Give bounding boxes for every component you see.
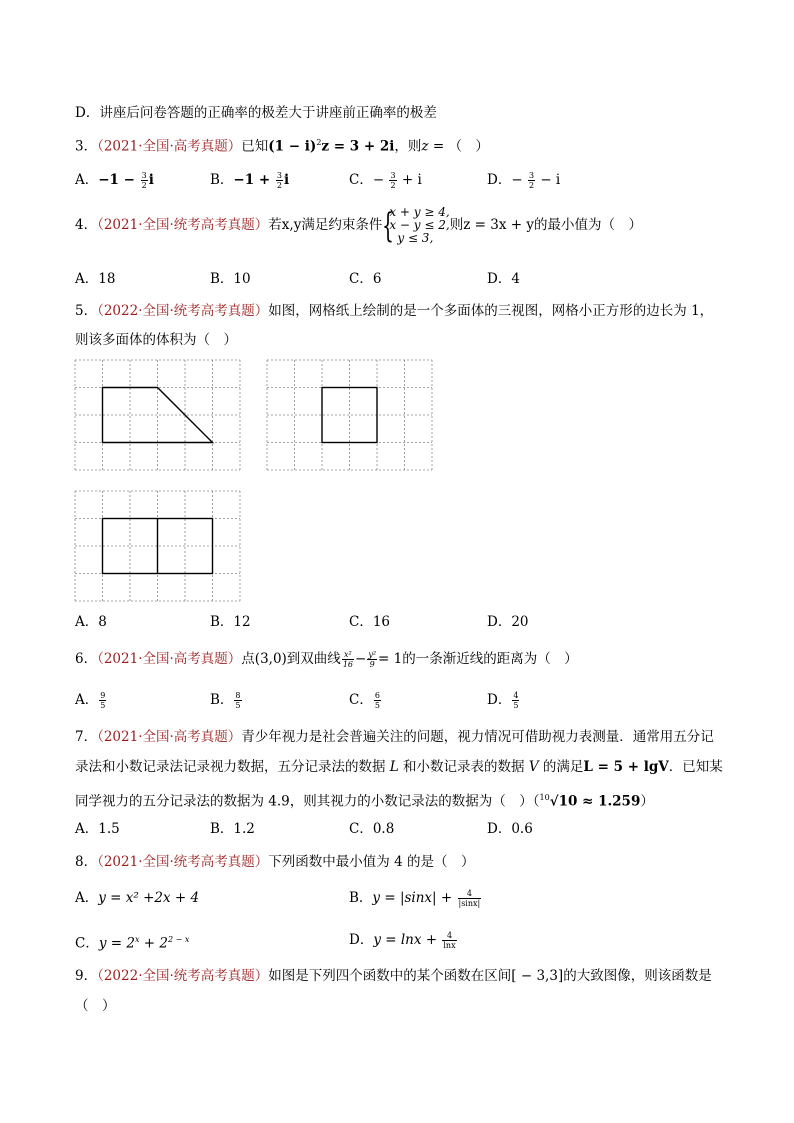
q7-stem-line3: 同学视力的五分记录法的数据为 4.9，则其视力的小数记录法的数据为（ ）（$^{10}$√10 ≈ 1.259） <box>75 793 654 810</box>
q3-stem: 3．（2021·全国·高考真题）已知$(1 - i)^2z = 3 + 2i$，则z = （ ） <box>75 138 489 155</box>
q6-option-d: D． $\frac{4}{5}$ <box>487 691 519 710</box>
q4-option-c: C．6 <box>349 271 382 287</box>
q2-option-d: D．讲座后问卷答题的正确率的极差大于讲座前正确率的极差 <box>75 105 437 121</box>
q8-option-a: A．y = x² +2x + 4 <box>75 890 200 906</box>
q3-source: （2021·全国·高考真题） <box>97 138 242 155</box>
q4-constraint-system: { x + y ≥ 4, x − y ≤ 2, y ≤ 3, <box>382 205 450 246</box>
q3-number: 3． <box>75 138 98 155</box>
q7-option-d: D．0.6 <box>487 821 533 837</box>
q5-source: （2022·全国·统考高考真题） <box>97 303 269 319</box>
q3-b-fraction: $\frac{3}{2}$ <box>276 171 282 190</box>
q3-a-fraction: $\frac{3}{2}$ <box>141 171 147 190</box>
front-view-grid <box>74 359 242 472</box>
q5-option-c: C．16 <box>349 614 391 630</box>
q9-stem-line2: （ ） <box>75 998 116 1014</box>
q8-option-c: C．$y = 2^x + 2^{2 - x}$ <box>75 935 190 952</box>
q5-number: 5． <box>75 303 98 319</box>
q8-option-d: D．y = lnx + $\frac{4}{\ln x}$ <box>349 931 456 950</box>
top-view-grid <box>74 490 242 603</box>
q3-option-b: B．−1 + $\frac{3}{2}$ i <box>210 171 290 190</box>
q4-number: 4． <box>75 217 98 233</box>
q6-fraction-y: $\frac{\text{y²}}{9}$ <box>368 650 377 669</box>
q6-option-a: A． $\frac{9}{5}$ <box>75 691 106 710</box>
q5-option-a: A．8 <box>75 614 107 630</box>
q6-source: （2021·全国·高考真题） <box>97 651 242 667</box>
q6-option-b: B． $\frac{8}{5}$ <box>210 691 241 710</box>
q7-option-a: A．1.5 <box>75 821 120 837</box>
q3-option-d: D．− $\frac{3}{2}$ − i <box>487 171 561 190</box>
q7-option-c: C．0.8 <box>349 821 395 837</box>
q9-source: （2022·全国·统考高考真题） <box>97 968 269 984</box>
q6-stem: 6．（2021·全国·高考真题）点(3,0)到双曲线 $\frac{\text{x²}}{16}$ − $\frac{\text{y²}}{9}$ = 1的一条渐近线的距离为（ ） <box>75 650 578 669</box>
q8-stem: 8．（2021·全国·统考高考真题）下列函数中最小值为 4 的是（ ） <box>75 854 475 870</box>
q7-stem: 7．（2021·全国·高考真题）青少年视力是社会普遍关注的问题，视力情况可借助视力表测量．通常用五分记 <box>75 729 714 745</box>
q6-number: 6． <box>75 651 98 667</box>
q4-option-a: A．18 <box>75 271 116 287</box>
q3-c-fraction: $\frac{3}{2}$ <box>390 171 396 190</box>
q6-option-c: C． $\frac{6}{5}$ <box>349 691 380 710</box>
q4-option-b: B．10 <box>210 271 251 287</box>
q6-fraction-x: $\frac{\text{x²}}{16}$ <box>342 650 353 669</box>
q3-option-c: C．− $\frac{3}{2}$ + i <box>349 171 422 190</box>
q7-stem-line2: 录法和小数记录法记录视力数据，五分记录法的数据 L 和小数记录表的数据 V 的满足L = 5 + lgV．已知某 <box>75 759 723 775</box>
q4-source: （2021·全国·统考高考真题） <box>97 217 269 233</box>
side-view-grid <box>266 359 434 472</box>
q9-number: 9． <box>75 968 98 984</box>
q3-option-a: A．−1 − $\frac{3}{2}$ i <box>75 171 154 190</box>
q7-source: （2021·全国·高考真题） <box>97 729 242 745</box>
q4-option-d: D．4 <box>487 271 520 287</box>
q5-option-b: B．12 <box>210 614 251 630</box>
q3-d-fraction: $\frac{3}{2}$ <box>528 171 535 190</box>
q7-option-b: B．1.2 <box>210 821 255 837</box>
q8-source: （2021·全国·统考高考真题） <box>97 854 269 870</box>
q5-stem: 5．（2022·全国·统考高考真题）如图，网格纸上绘制的是一个多面体的三视图，网格小正方形的边长为 1， <box>75 303 714 319</box>
q4-stem: 4．（2021·全国·统考高考真题）若x,y满足约束条件 { x + y ≥ 4, x − y ≤ 2, y ≤ 3, 则z = 3x + y的最小值为（ ） <box>75 205 642 246</box>
q7-number: 7． <box>75 729 98 745</box>
q9-stem: 9．（2022·全国·统考高考真题）如图是下列四个函数中的某个函数在区间[ − 3,3]的大致图像，则该函数是 <box>75 968 712 984</box>
q5-option-d: D．20 <box>487 614 529 630</box>
q8-option-b: B．y = |sinx| + $\frac{4}{|\sin x|}$ <box>349 889 481 908</box>
q8-number: 8． <box>75 854 98 870</box>
q5-stem-line2: 则该多面体的体积为（ ） <box>75 332 237 348</box>
